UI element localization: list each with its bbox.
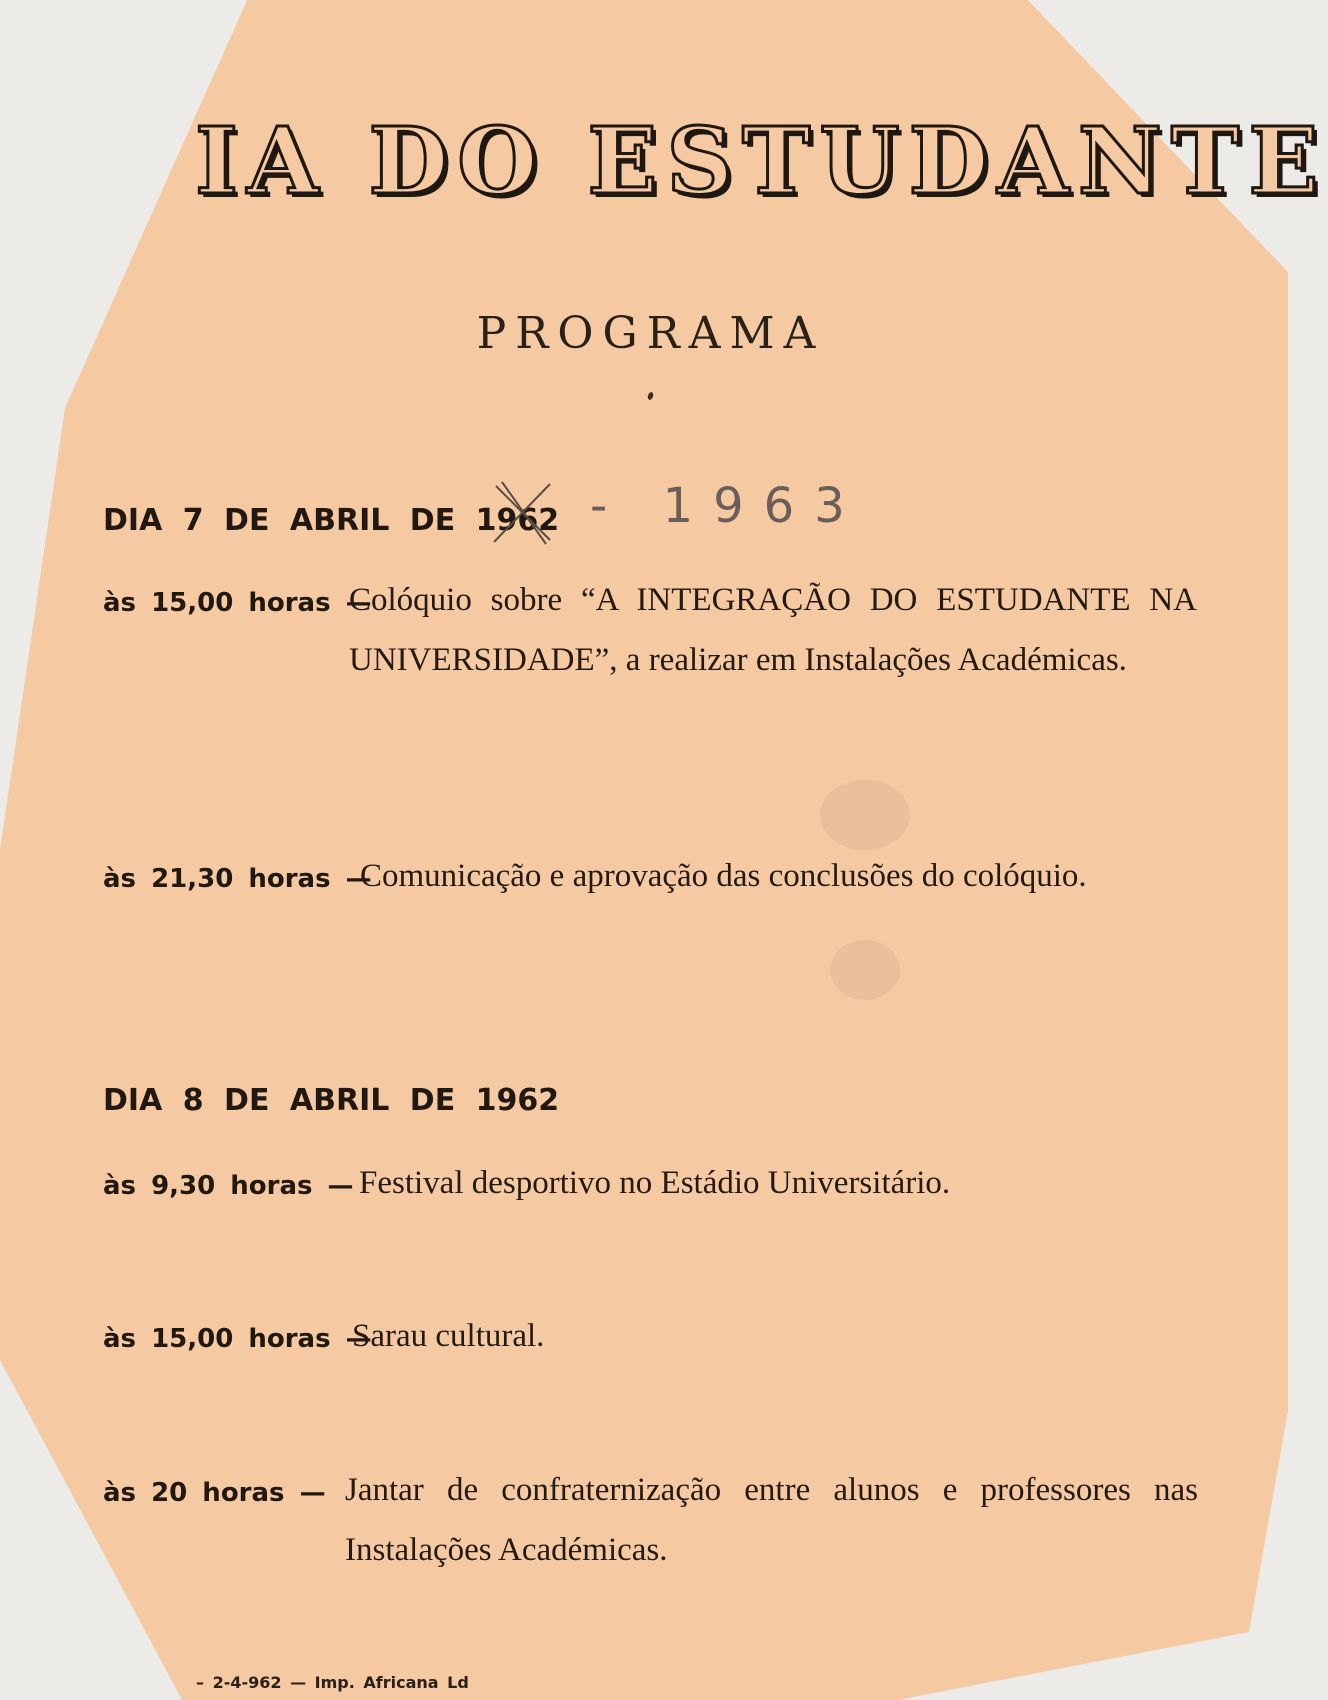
strikethrough-mark [488, 478, 558, 548]
paper-stain [820, 780, 910, 850]
event-row [103, 1472, 1198, 1592]
paper-stain [830, 940, 900, 1000]
event-text: Festival desportivo no Estádio Universitário. [359, 1165, 951, 1201]
event-text: Colóquio sobre “A INTEGRAÇÃO DO ESTUDANTE NA UNIVERSIDADE”, a realizar em Instalações Académicas. [349, 582, 1197, 678]
day-heading-1: DIA 7 DE ABRIL DE 1962 [103, 503, 560, 538]
event-text: Jantar de confraternização entre alunos e professores nas Instalações Académicas. [345, 1472, 1198, 1568]
event-time: às 20 horas — [103, 1478, 326, 1508]
event-time: às 15,00 horas — [103, 1324, 372, 1354]
event-time: às 9,30 horas — [103, 1171, 354, 1201]
printer-footer: – 2-4-962 — Imp. Africana Ld [196, 1673, 469, 1692]
event-time: às 15,00 horas — [103, 588, 372, 618]
event-text: Sarau cultural. [352, 1318, 545, 1354]
program-heading: PROGRAMA [476, 308, 825, 359]
event-row [103, 858, 1198, 918]
page-title: IA DO ESTUDANTE [195, 107, 1328, 215]
day-heading-2: DIA 8 DE ABRIL DE 1962 [103, 1083, 560, 1118]
event-row [103, 582, 1198, 752]
handwritten-correction: - 1963 [590, 478, 865, 534]
event-row [103, 1165, 1198, 1225]
event-text: Comunicação e aprovação das conclusões do colóquio. [360, 858, 1087, 894]
event-time: às 21,30 horas — [103, 864, 372, 894]
event-row [103, 1318, 1198, 1378]
